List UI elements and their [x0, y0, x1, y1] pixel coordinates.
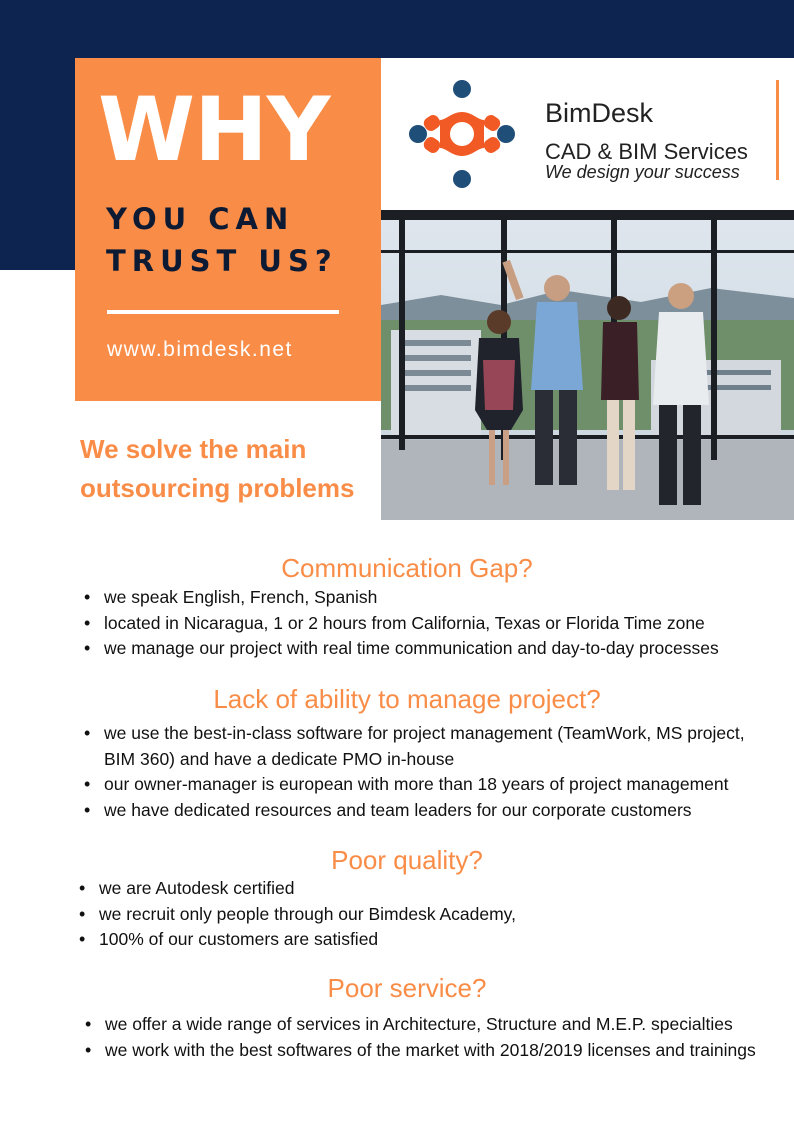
website-link[interactable]: www.bimdesk.net — [107, 338, 293, 361]
bimdesk-logo-icon — [404, 76, 520, 192]
section-title-communication: Communication Gap? — [281, 553, 533, 583]
list-item: • our owner-manager is european with more than 18 years of project management — [82, 772, 772, 798]
list-item: • we speak English, French, Spanish — [82, 585, 782, 611]
management-list — [82, 721, 772, 823]
list-item: • we manage our project with real time communication and day-to-day processes — [82, 636, 782, 662]
quality-list — [77, 876, 777, 953]
section-title-management: Lack of ability to manage project? — [213, 684, 601, 714]
section-title-service: Poor service? — [327, 973, 487, 1003]
list-item: • we are Autodesk certified — [77, 876, 777, 902]
hero-trust-heading — [106, 198, 338, 282]
hero-trust-line2: TRUST US? — [106, 244, 338, 278]
brand-accent-bar — [776, 80, 779, 180]
list-item: • we have dedicated resources and team leaders for our corporate customers — [82, 798, 772, 824]
brand-name: BimDesk — [545, 98, 654, 128]
brand-subtitle: CAD & BIM Services — [545, 139, 748, 164]
brand-tagline: We design your success — [545, 162, 740, 182]
hero-why: WHY — [98, 78, 330, 181]
list-item: • we offer a wide range of services in Architecture, Structure and M.E.P. specialties — [83, 1012, 763, 1038]
service-list — [83, 1012, 763, 1063]
headline: We solve the main outsourcing problems — [80, 434, 355, 503]
list-item: • 100% of our customers are satisfied — [77, 927, 777, 953]
list-item: • we work with the best softwares of the market with 2018/2019 licenses and trainings — [83, 1038, 763, 1064]
hero-box — [75, 58, 381, 401]
list-item: • we recruit only people through our Bimdesk Academy, — [77, 902, 777, 928]
hero-divider — [107, 310, 339, 314]
team-photo — [381, 210, 794, 520]
communication-list — [82, 585, 782, 662]
hero-trust-line1: YOU CAN — [106, 202, 295, 236]
list-item: • we use the best-in-class software for project management (TeamWork, MS project, BIM 360) and have a dedicate PMO in-house — [82, 721, 772, 772]
section-title-quality: Poor quality? — [331, 845, 483, 875]
list-item: • located in Nicaragua, 1 or 2 hours from California, Texas or Florida Time zone — [82, 611, 782, 637]
